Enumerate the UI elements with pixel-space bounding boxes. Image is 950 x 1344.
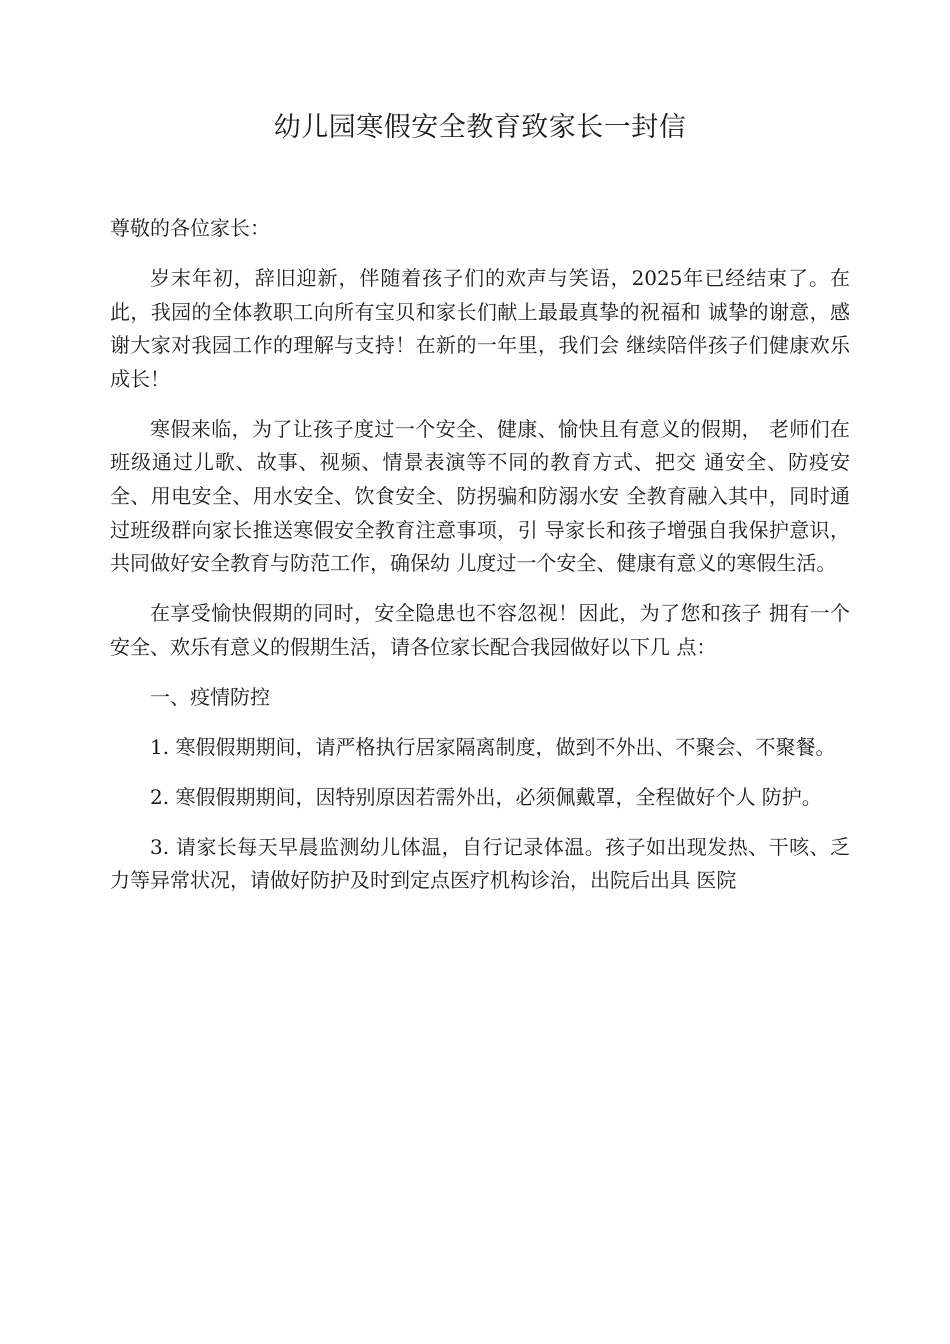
- paragraph-winter-break-intro: 寒假来临，为了让孩子度过一个安全、健康、愉快且有意义的假期， 老师们在班级通过儿歌、故事、视频、情景表演等不同的教育方式、把交 通安全、防疫安全、用电安全、用水安全、饮食安全、防拐骗和防溺水安 全教育融入其中，同时通过班级群向家长推送寒假安全教育注意事项，引 导家长和孩子增强自我保护意识，共同做好安全教育与防范工作，确保幼 儿度过一个安全、健康有意义的寒假生活。: [110, 416, 850, 576]
- paragraph-safety-request: 在享受愉快假期的同时，安全隐患也不容忽视！因此，为了您和孩子 拥有一个安全、欢乐有意义的假期生活，请各位家长配合我园做好以下几 点：: [110, 601, 850, 659]
- document-page: [110, 0, 850, 1344]
- list-item-2: 2. 寒假假期期间，因特别原因若需外出，必须佩戴罩，全程做好个人 防护。: [150, 784, 822, 809]
- list-item-1: 1. 寒假假期期间，请严格执行居家隔离制度，做到不外出、不聚会、不聚餐。: [150, 734, 836, 759]
- document-body: [110, 212, 850, 914]
- section-heading-epidemic-control: 一、疫情防控: [150, 684, 270, 709]
- list-item-3: 3. 请家长每天早晨监测幼儿体温，自行记录体温。孩子如出现发热、干咳、乏力等异常状况，请做好防护及时到定点医疗机构诊治，出院后出具 医院: [110, 834, 850, 893]
- document-title: 幼儿园寒假安全教育致家长一封信: [273, 112, 687, 143]
- salutation: 尊敬的各位家长：: [110, 216, 270, 240]
- paragraph-new-year-greeting: 岁末年初，辞旧迎新，伴随着孩子们的欢声与笑语，2025年已经结束了。在此，我园的全体教职工向所有宝贝和家长们献上最最真挚的祝福和 诚挚的谢意，感谢大家对我园工作的理解与支持！在新的一年里，我们会 继续陪伴孩子们健康欢乐成长！: [110, 265, 850, 391]
